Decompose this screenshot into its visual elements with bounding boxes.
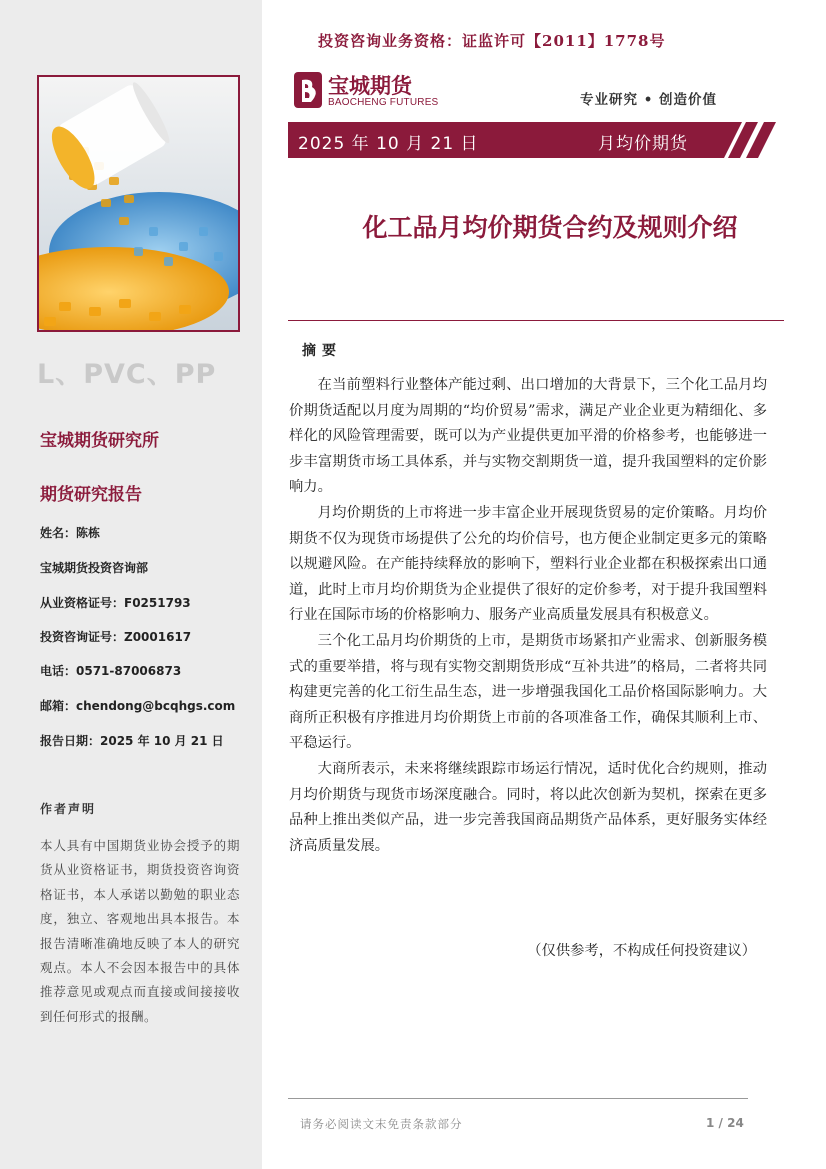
email: 邮箱：chendong@bcqhgs.com (40, 699, 236, 713)
report-type: 期货研究报告 (40, 485, 142, 505)
paragraph: 三个化工品月均价期货的上市，是期货市场紧扣产业需求、创新服务模式的重要举措，将与现有实物交割期货形成“互补共进”的格局，二者将共同构建更完善的化工衍生品生态，进一步增强我国化工品价格国际影响力。大商所正积极有序推进月均价期货上市前的各项准备工作，确保其顺利上市、平稳运行。 (289, 632, 767, 752)
abstract-title: 摘要 (302, 343, 342, 359)
logo-en: BAOCHENG FUTURES (328, 97, 439, 108)
banner-date: 2025 年 10 月 21 日 (298, 134, 479, 154)
logo-cn: 宝城期货 (328, 73, 412, 98)
institute-name: 宝城期货研究所 (40, 431, 159, 451)
license-text: 投资咨询业务资格：证监许可【2011】1778号 (318, 32, 666, 50)
product-list: L、PVC、PP (37, 359, 217, 390)
banner-type: 月均价期货 (598, 134, 688, 154)
footer-divider (288, 1098, 748, 1099)
title-divider (288, 320, 784, 321)
declaration-title: 作者声明 (40, 802, 97, 816)
paragraph: 大商所表示，未来将继续跟踪市场运行情况，适时优化合约规则，推动月均价期货与现货市场深度融合。同时，将以此次创新为契机，探索在更多品种上推出类似产品，进一步完善我国商品期货产品体系，更好服务实体经济高质量发展。 (289, 760, 767, 854)
report-title: 化工品月均价期货合约及规则介绍 (362, 213, 738, 242)
declaration-text: 本人具有中国期货业协会授予的期货从业资格证书，期货投资咨询资格证书，本人承诺以勤勉的职业态度，独立、客观地出具本报告。本报告清晰准确地反映了本人的研究观点。本人不会因本报告中的具体推荐意见或观点而直接或间接接收到任何形式的报酬。 (40, 838, 240, 1024)
page-number: 1 / 24 (706, 1116, 744, 1130)
paragraph: 月均价期货的上市将进一步丰富企业开展现货贸易的定价策略。月均价期货不仅为现货市场提供了公允的均价信号，也方便企业制定更多元的策略以规避风险。在产能持续释放的影响下，塑料行业企业都在积极探索出口通道，此时上市月均价期货为企业提供了很好的定价参考，对于提升我国塑料行业在国际市场的价格影响力、服务产业高质量发展具有积极意义。 (289, 504, 767, 624)
paragraph: 在当前塑料行业整体产能过剩、出口增加的大背景下，三个化工品月均价期货适配以月度为周期的“均价贸易”需求，满足产业企业更为精细化、多样化的风险管理需要，既可以为产业提供更加平滑的价格参考，也能够进一步丰富期货市场工具体系，并与实物交割期货一道，提升我国塑料的定价影响力。 (289, 377, 767, 496)
consulting-number: 投资咨询证号：Z0001617 (40, 630, 192, 644)
cover-photo (37, 75, 240, 332)
analyst-name: 姓名：陈栋 (40, 526, 101, 540)
disclaimer: （仅供参考，不构成任何投资建议） (527, 943, 756, 959)
phone: 电话：0571-87006873 (40, 664, 182, 678)
report-date: 报告日期：2025 年 10 月 21 日 (40, 734, 224, 748)
plastic-pellets-image (39, 77, 238, 330)
slogan: 专业研究 • 创造价值 (580, 92, 718, 108)
qualification-number: 从业资格证号：F0251793 (40, 596, 191, 610)
abstract-body (289, 373, 767, 859)
footer-note: 请务必阅读文末免责条款部分 (300, 1117, 463, 1131)
department: 宝城期货投资咨询部 (40, 561, 149, 575)
